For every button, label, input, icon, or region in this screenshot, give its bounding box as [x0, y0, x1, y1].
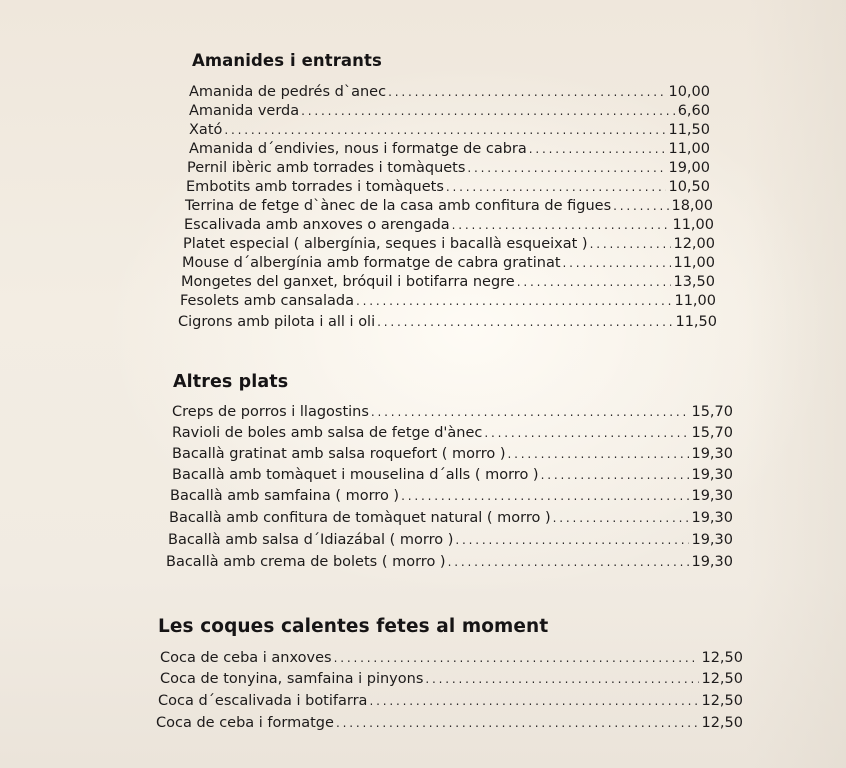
dot-leader: [388, 85, 666, 99]
menu-item-price: 11,50: [675, 314, 717, 330]
menu-item-name: Xató: [189, 122, 223, 138]
menu-item-name: Escalivada amb anxoves o arengada: [184, 217, 450, 233]
menu-item-price: 15,70: [691, 425, 733, 441]
menu-item-price: 12,50: [701, 671, 743, 687]
menu-item-price: 19,30: [691, 446, 733, 462]
menu-item: [160, 671, 743, 687]
menu-item: [185, 198, 713, 214]
dot-leader: [484, 426, 689, 440]
menu-item-name: Amanida d´endivies, nous i formatge de cabra: [189, 141, 527, 157]
menu-item: [172, 404, 733, 420]
dot-leader: [371, 405, 690, 419]
section-title-altres-plats: Altres plats: [173, 372, 289, 392]
menu-item-price: 12,50: [701, 650, 743, 666]
menu-item-name: Creps de porros i llagostins: [172, 404, 369, 420]
menu-item: [172, 446, 733, 462]
menu-item-price: 12,50: [701, 693, 743, 709]
menu-item-name: Pernil ibèric amb torrades i tomàquets: [187, 160, 466, 176]
dot-leader: [377, 315, 673, 329]
menu-item: [168, 532, 733, 548]
menu-item-name: Fesolets amb cansalada: [180, 293, 355, 309]
dot-leader: [336, 716, 700, 730]
dot-leader: [563, 256, 672, 270]
menu-item: [183, 236, 715, 252]
menu-item-price: 19,30: [691, 467, 733, 483]
menu-item-name: Platet especial ( albergínia, seques i bacallà esqueixat ): [183, 236, 588, 252]
menu-item-price: 19,00: [668, 160, 710, 176]
menu-item-price: 12,50: [701, 715, 743, 731]
menu-item: [158, 693, 743, 709]
menu-item: [170, 488, 733, 504]
dot-leader: [529, 142, 667, 156]
menu-item-name: Bacallà amb crema de bolets ( morro ): [166, 554, 446, 570]
menu-item: [189, 141, 710, 157]
menu-item: [186, 179, 710, 195]
dot-leader: [517, 275, 672, 289]
page-shadow: [746, 0, 846, 768]
menu-item-name: Cigrons amb pilota i all i oli: [178, 314, 376, 330]
menu-item-price: 12,00: [673, 236, 715, 252]
menu-item-price: 19,30: [691, 554, 733, 570]
menu-item: [181, 274, 715, 290]
dot-leader: [334, 651, 700, 665]
menu-item-price: 6,60: [677, 103, 710, 119]
dot-leader: [455, 533, 689, 547]
menu-item-price: 10,50: [668, 179, 710, 195]
menu-item-price: 13,50: [673, 274, 715, 290]
menu-item-name: Amanida verda: [189, 103, 300, 119]
menu-item: [178, 314, 717, 330]
menu-item: [184, 217, 714, 233]
dot-leader: [448, 555, 690, 569]
menu-item-price: 10,00: [668, 84, 710, 100]
menu-item: [166, 554, 733, 570]
menu-item-price: 11,50: [668, 122, 710, 138]
menu-item: [187, 160, 710, 176]
dot-leader: [508, 447, 690, 461]
menu-item: [172, 425, 733, 441]
menu-item-price: 19,30: [691, 532, 733, 548]
section-title-coques: Les coques calentes fetes al moment: [158, 616, 549, 637]
menu-item-name: Coca de ceba i formatge: [156, 715, 334, 731]
menu-item: [180, 293, 716, 309]
dot-leader: [541, 468, 690, 482]
menu-item: [156, 715, 743, 731]
menu-item-price: 19,30: [691, 510, 733, 526]
menu-item-name: Amanida de pedrés d`anec: [189, 84, 387, 100]
menu-item-price: 11,00: [672, 217, 714, 233]
menu-item-name: Coca d´escalivada i botifarra: [158, 693, 368, 709]
dot-leader: [590, 237, 672, 251]
menu-item-price: 11,00: [673, 255, 715, 271]
dot-leader: [613, 199, 669, 213]
menu-item: [169, 510, 733, 526]
menu-item-name: Bacallà amb confitura de tomàquet natural ( morro ): [169, 510, 551, 526]
menu-item-name: Bacallà amb samfaina ( morro ): [170, 488, 400, 504]
menu-item-name: Terrina de fetge d`ànec de la casa amb confitura de figues: [185, 198, 612, 214]
menu-item: [172, 467, 733, 483]
menu-item: [189, 122, 710, 138]
dot-leader: [401, 489, 689, 503]
section-title-amanides: Amanides i entrants: [192, 51, 382, 70]
menu-item-name: Mouse d´albergínia amb formatge de cabra gratinat: [182, 255, 561, 271]
menu-item-price: 11,00: [668, 141, 710, 157]
dot-leader: [425, 672, 699, 686]
dot-leader: [224, 123, 666, 137]
menu-item-price: 11,00: [674, 293, 716, 309]
menu-item-price: 15,70: [691, 404, 733, 420]
menu-item: [182, 255, 715, 271]
menu-item: [160, 650, 743, 666]
menu-item-name: Bacallà amb tomàquet i mouselina d´alls ( morro ): [172, 467, 539, 483]
menu-item-name: Coca de ceba i anxoves: [160, 650, 332, 666]
dot-leader: [369, 694, 699, 708]
dot-leader: [356, 294, 672, 308]
menu-item-name: Mongetes del ganxet, bróquil i botifarra negre: [181, 274, 515, 290]
dot-leader: [301, 104, 676, 118]
menu-item-price: 18,00: [671, 198, 713, 214]
dot-leader: [446, 180, 667, 194]
menu-item-name: Bacallà gratinat amb salsa roquefort ( morro ): [172, 446, 506, 462]
menu-item-name: Bacallà amb salsa d´Idiazábal ( morro ): [168, 532, 454, 548]
menu-item-name: Embotits amb torrades i tomàquets: [186, 179, 444, 195]
dot-leader: [452, 218, 671, 232]
menu-item-name: Ravioli de boles amb salsa de fetge d'ànec: [172, 425, 483, 441]
menu-item-name: Coca de tonyina, samfaina i pinyons: [160, 671, 424, 687]
menu-item-price: 19,30: [691, 488, 733, 504]
menu-item: [189, 84, 710, 100]
menu-item: [189, 103, 710, 119]
dot-leader: [553, 511, 690, 525]
dot-leader: [467, 161, 666, 175]
